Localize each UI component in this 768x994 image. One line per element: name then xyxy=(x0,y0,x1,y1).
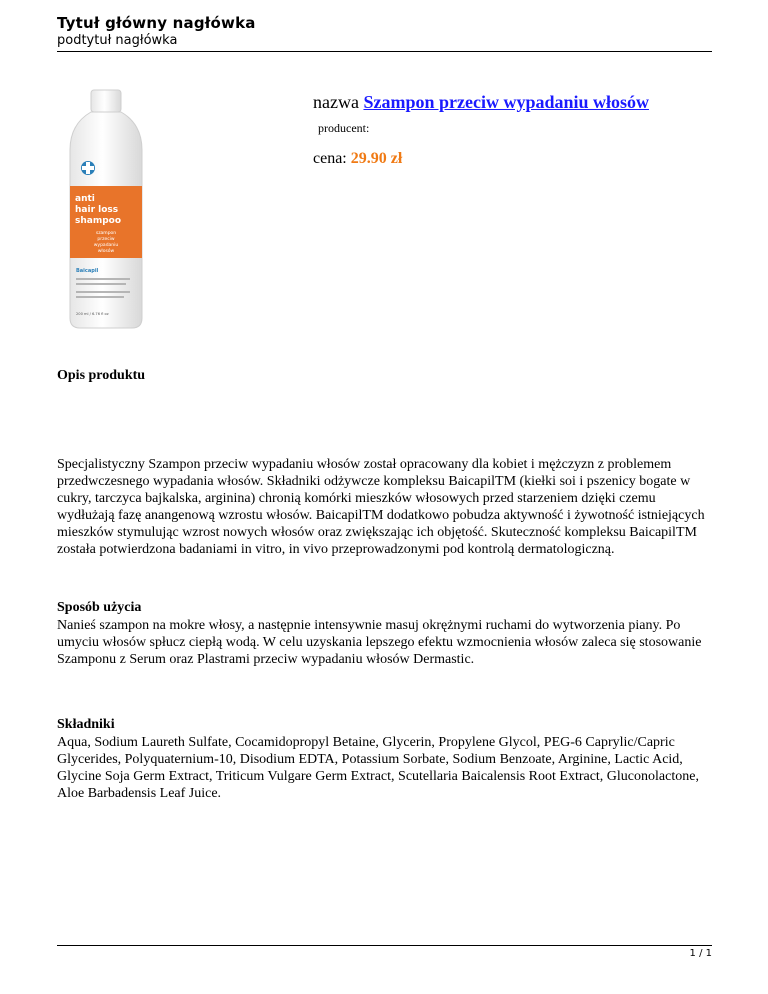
footer-divider xyxy=(57,945,712,946)
header-title: Tytuł główny nagłówka xyxy=(57,14,256,32)
description-text: Specjalistyczny Szampon przeciw wypadaniu włosów został opracowany dla kobiet i mężczyzn z problemem przedwczesnego wypadania włosów. Składniki odżywcze kompleksu BaicapilTM (kiełki soi i pszenicy bogate w cukry, tarczyca bajkalska, arginina) chronią komórki mieszków włosowych przed starzeniem dzięki czemu wydłużają fazę anangenową wzrostu włosów. BaicapilTM dodatkowo pobudza aktywność i żywotność istniejących mieszków stymulując wzrost nowych włosów oraz zwiększając ich objętość. Skuteczność kompleksu BaicapilTM została potwierdzona badaniami in vitro, in vivo przeprowadzonymi pod kontrolą dermatologiczną. xyxy=(57,457,705,557)
product-image xyxy=(62,88,150,333)
bottle-sub-4: włosów xyxy=(97,249,115,254)
bottle-sub-2: przeciw xyxy=(97,237,115,242)
usage-title: Sposób użycia xyxy=(57,600,142,615)
producer-label: producent: xyxy=(318,121,370,135)
ingredients-title: Składniki xyxy=(57,717,115,732)
product-name-line xyxy=(313,92,649,113)
bottle-sub-1: szampon xyxy=(95,231,117,236)
product-name-label: nazwa xyxy=(313,92,359,112)
brand-logo-icon xyxy=(81,161,95,175)
product-name-link[interactable]: Szampon przeciw wypadaniu włosów xyxy=(363,92,649,112)
bottle-line-3: shampoo xyxy=(75,216,122,226)
header-subtitle: podtytuł nagłówka xyxy=(57,33,178,48)
header-divider xyxy=(57,51,712,52)
price-label: cena: xyxy=(313,150,347,167)
page-number: 1 / 1 xyxy=(689,948,712,959)
ingredients-text: Aqua, Sodium Laureth Sulfate, Cocamidopropyl Betaine, Glycerin, Propylene Glycol, PEG-6 Caprylic/Capric Glycerides, Polyquaternium-10, Disodium EDTA, Potassium Sorbate, Sodium Benzoate, Arginine, Lactic Acid, Glycine Soja Germ Extract, Triticum Vulgare Germ Extract, Scutellaria Baicalensis Root Extract, Gluconolactone, Aloe Barbadensis Leaf Juice. xyxy=(57,735,699,801)
bottle-volume: 200 ml / 6.76 fl oz xyxy=(76,312,109,316)
price-value: 29.90 zł xyxy=(350,150,403,167)
price-line xyxy=(313,150,402,168)
bottle-line-1: anti xyxy=(75,194,95,204)
usage-text: Nanieś szampon na mokre włosy, a następnie intensywnie masuj okrężnymi ruchami do wytworzenia piany. Po umyciu włosów spłucz ciepłą wodą. W celu uzyskania lepszego efektu wzmocnienia włosów zaleca się stosowanie Szamponu z Serum oraz Plastrami przeciw wypadaniu włosów Dermastic. xyxy=(57,618,702,667)
bottle-line-2: hair loss xyxy=(75,205,119,215)
bottle-brand: Baicapil xyxy=(76,268,99,274)
description-title: Opis produktu xyxy=(57,368,146,383)
bottle-sub-3: wypadaniu xyxy=(93,243,119,248)
